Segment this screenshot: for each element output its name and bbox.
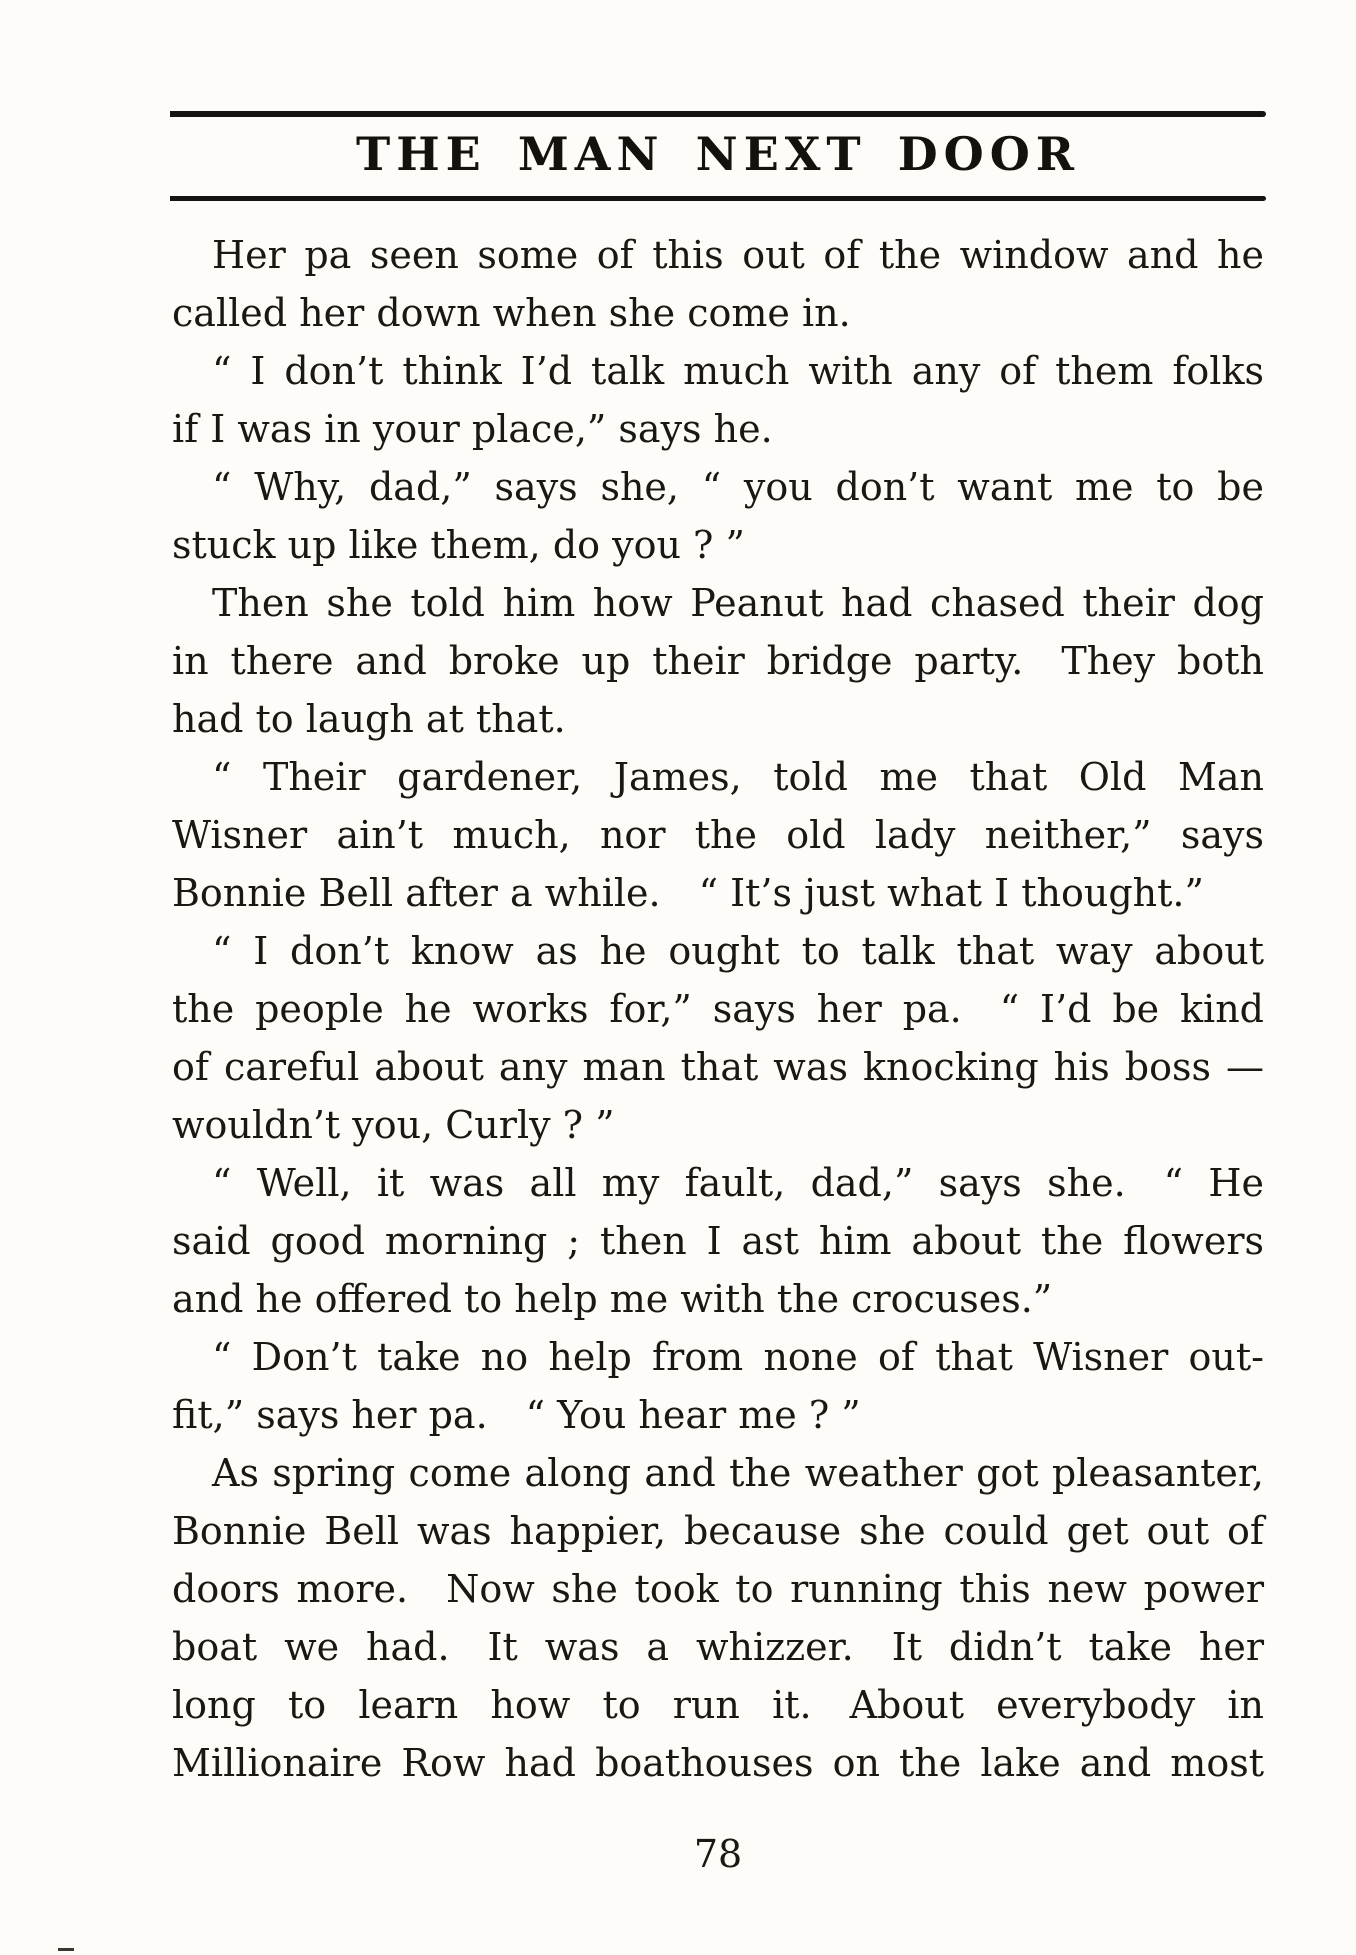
text-line: long to learn how to run it. About everybody in	[172, 1683, 1264, 1727]
text-line: “ Their gardener, James, told me that Old Man	[212, 755, 1264, 799]
text-line: Bonnie Bell was happier, because she could get out of	[172, 1509, 1264, 1553]
paragraph	[172, 1154, 1264, 1328]
text-line: if I was in your place,” says he.	[172, 407, 773, 451]
text-line: of careful about any man that was knocking his boss —	[172, 1045, 1264, 1089]
paragraph	[172, 1328, 1264, 1444]
text-line: said good morning ; then I ast him about the flowers	[172, 1219, 1264, 1263]
text-line: Wisner ain’t much, nor the old lady neither,” says	[172, 813, 1264, 857]
text-line: called her down when she come in.	[172, 291, 851, 335]
text-line: “ I don’t think I’d talk much with any of them folks	[212, 349, 1264, 393]
text-line: in there and broke up their bridge party. They both	[172, 639, 1264, 683]
paragraph	[172, 458, 1264, 574]
scan-artifact	[58, 1948, 74, 1951]
paragraph	[172, 922, 1264, 1154]
text-line: and he offered to help me with the crocuses.”	[172, 1277, 1053, 1321]
page-body	[172, 226, 1264, 1792]
running-head: THE MAN NEXT DOOR	[355, 127, 1080, 181]
text-line: As spring come along and the weather got pleasanter,	[212, 1451, 1264, 1495]
text-line: fit,” says her pa. “ You hear me ? ”	[172, 1393, 861, 1437]
text-line: boat we had. It was a whizzer. It didn’t take her	[172, 1625, 1264, 1669]
text-line: “ Well, it was all my fault, dad,” says she. “ He	[212, 1161, 1264, 1205]
paragraph	[172, 342, 1264, 458]
paragraph	[172, 748, 1264, 922]
text-line: wouldn’t you, Curly ? ”	[172, 1103, 615, 1147]
paragraph	[172, 1444, 1264, 1792]
text-line: doors more. Now she took to running this new power	[172, 1567, 1264, 1611]
text-line: Her pa seen some of this out of the window and he	[212, 233, 1264, 277]
paragraph	[172, 226, 1264, 342]
text-line: “ I don’t know as he ought to talk that way about	[212, 929, 1264, 973]
header-rule-bottom	[170, 196, 1266, 201]
text-line: the people he works for,” says her pa. “ I’d be kind	[172, 987, 1264, 1031]
text-line: Millionaire Row had boathouses on the lake and most	[172, 1741, 1264, 1785]
text-line: “ Don’t take no help from none of that Wisner out-	[212, 1335, 1264, 1379]
text-line: Bonnie Bell after a while. “ It’s just what I thought.”	[172, 871, 1204, 915]
text-line: had to laugh at that.	[172, 697, 566, 741]
text-line: “ Why, dad,” says she, “ you don’t want me to be	[212, 465, 1264, 509]
text-line: Then she told him how Peanut had chased their dog	[212, 581, 1264, 625]
page-number: 78	[693, 1832, 743, 1876]
paragraph	[172, 574, 1264, 748]
text-line: stuck up like them, do you ? ”	[172, 523, 745, 567]
